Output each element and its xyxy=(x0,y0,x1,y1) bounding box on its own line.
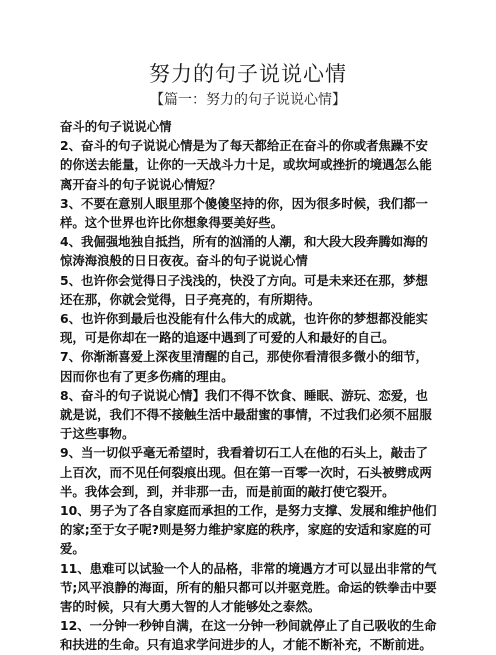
document-subtitle: 【篇一：努力的句子说说心情】 xyxy=(150,92,346,108)
paragraph: 5、也许你会觉得日子浅浅的，快没了方向。可是未来还在那，梦想还在那，你就会觉得，日子亮亮的，有所期待。 xyxy=(60,272,428,307)
paragraph: 4、我倔强地独自抵挡，所有的汹涌的人潮，和大段大段奔腾如海的惊涛海浪般的日日夜夜。奋斗的句子说说心情 xyxy=(60,234,428,269)
document-body xyxy=(60,117,438,655)
document-title: 努力的句子说说心情 xyxy=(149,62,347,86)
paragraph: 6、也许你到最后也没能有什么伟大的成就，也许你的梦想都没能实现，可是你却在一路的追逐中遇到了可爱的人和最好的自己。 xyxy=(60,311,428,346)
paragraph: 10、男子为了各自家庭而承担的工作，是努力支撑、发展和维护他们的家;至于女子呢?则是努力维护家庭的秩序，家庭的安适和家庭的可爱。 xyxy=(60,503,437,557)
paragraph: 11、患难可以试验一个人的品格，非常的境遇方才可以显出非常的气节;风平浪静的海面，所有的船只都可以并驱竞胜。命运的铁拳击中要害的时候，只有大勇大智的人才能够处之泰然。 xyxy=(60,560,437,615)
paragraph: 9、当一切似乎毫无希望时，我看着切石工人在他的石头上，敲击了上百次，而不见任何裂痕出现。但在第一百零一次时，石头被劈成两半。我体会到，到，并非那一击，而是前面的敲打使它裂开。 xyxy=(60,445,432,499)
paragraph: 8、奋斗的句子说说心情】我们不得不饮食、睡眠、游玩、恋爱，也就是说，我们不得不接触生活中最甜蜜的事情，不过我们必须不屈服于这些事物。 xyxy=(60,387,432,442)
paragraph: 2、奋斗的句子说说心情是为了每天都给正在奋斗的你或者焦躁不安的你送去能量，让你的一天战斗力十足，或坎坷或挫折的境遇怎么能离开奋斗的句子说说心情短？ xyxy=(60,138,432,192)
paragraph: 7、你渐渐喜爱上深夜里清醒的自己，那使你看清很多微小的细节，因而你也有了更多伤痛的理由。 xyxy=(60,349,428,384)
paragraph: 12、一分钟一秒钟自满，在这一分钟一秒间就停止了自己吸收的生命和扶进的生命。只有追求学问进步的人，才能不断补充，不断前进。 xyxy=(60,618,437,653)
paragraph: 3、不要在意别人眼里那个傻傻坚持的你，因为很多时候，我们都一样。这个世界也许比你想象得要美好些。 xyxy=(60,195,428,231)
paragraph: 奋斗的句子说说心情 xyxy=(60,119,172,134)
